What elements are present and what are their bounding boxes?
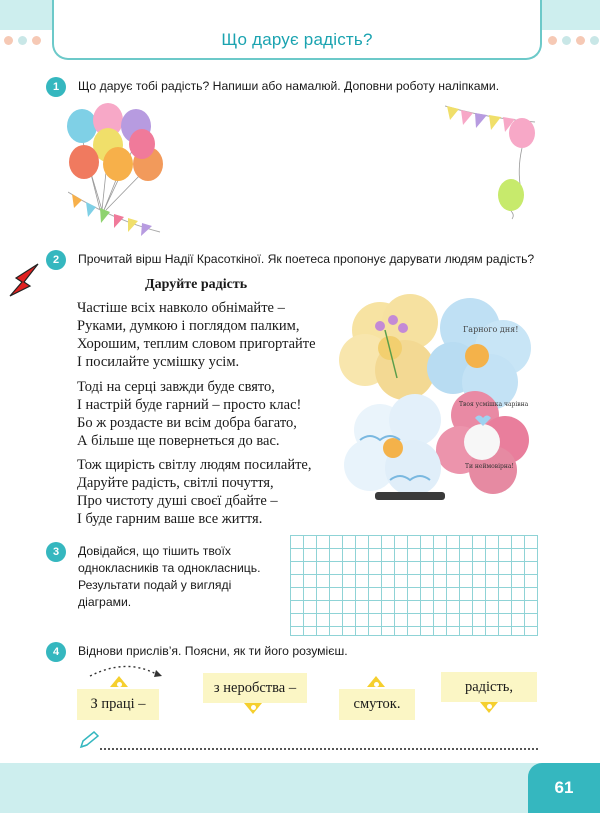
card-3-top-dot — [374, 682, 379, 687]
card-text-3: Ти неймовірна! — [465, 463, 514, 470]
task-4-text: Віднови прислів’я. Поясни, як ти його розумієш. — [78, 644, 348, 658]
task-number-4: 4 — [46, 642, 66, 662]
poem-title: Даруйте радість — [145, 277, 248, 292]
poem-line: І настрій буде гарний – просто клас! — [77, 397, 302, 413]
card-text-1: Гарного дня! — [463, 325, 519, 334]
poem-stanza-1 — [77, 299, 316, 371]
page-number: 61 — [528, 763, 600, 813]
answer-line[interactable] — [100, 748, 538, 750]
task-2-text: Прочитай вірш Надії Красоткіної. Як поетеса пропонує дарувати людям радість? — [78, 252, 535, 266]
poem-stanza-2 — [77, 378, 301, 450]
proverb-card-1[interactable]: З праці – — [77, 689, 159, 720]
poem-line: І буде гарним ваше все життя. — [77, 511, 263, 527]
poem-stanza-3 — [77, 456, 312, 528]
poem-line: Хорошим, теплим словом пригортайте — [77, 336, 316, 352]
task-3-line: Довідайся, що тішить твоїх — [78, 544, 231, 558]
task-3-line: діаграми. — [78, 595, 132, 609]
task-number-1: 1 — [46, 77, 66, 97]
proverb-card-4[interactable]: радість, — [441, 672, 537, 702]
poem-line: Тож щирість світлу людям посилайте, — [77, 457, 312, 473]
footer-band — [0, 763, 600, 813]
red-arrow-icon — [4, 262, 40, 300]
poem-line: Про чистоту душі своєї дбайте – — [77, 493, 278, 509]
poem-line: Даруйте радість, світлі почуття, — [77, 475, 274, 491]
task-number-2: 2 — [46, 250, 66, 270]
task-3-line: однокласників та однокласниць. — [78, 561, 261, 575]
card-text-2: Твоя усмішка чарівна — [459, 401, 529, 408]
task-3-line: Результати подай у вигляді — [78, 578, 232, 592]
pencil-icon — [78, 730, 100, 750]
task-1-text: Що дарує тобі радість? Напиши або намалюй. Доповни роботу наліпками. — [78, 79, 500, 93]
poem-line: І посилайте усмішку усім. — [77, 354, 240, 370]
card-2-bottom-dot — [251, 705, 256, 710]
card-1-top-dot — [117, 682, 122, 687]
poem-line: Руками, думкою і поглядом палким, — [77, 318, 300, 334]
poem-line: Тоді на серці завжди буде свято, — [77, 379, 275, 395]
task-number-3: 3 — [46, 542, 66, 562]
decorative-dots-left — [0, 36, 60, 46]
heart-flower-cards-illustration — [335, 290, 535, 515]
poem-line: Частіше всіх навколо обнімайте – — [77, 300, 285, 316]
bunting-illustration-left — [68, 190, 163, 240]
card-4-bottom-dot — [487, 704, 492, 709]
decorative-dots-right — [540, 36, 600, 46]
proverb-card-3[interactable]: смуток. — [339, 689, 415, 720]
poem-line: Бо ж роздасте ви всім добра багато, — [77, 415, 297, 431]
page-title: Що дарує радість? — [221, 30, 373, 49]
bunting-illustration-right — [445, 100, 545, 220]
poem-line: А більше ще повернеться до вас. — [77, 433, 280, 449]
task-3-text — [78, 543, 288, 611]
diagram-grid[interactable] — [290, 535, 538, 636]
proverb-card-2[interactable]: з неробства – — [203, 673, 307, 703]
